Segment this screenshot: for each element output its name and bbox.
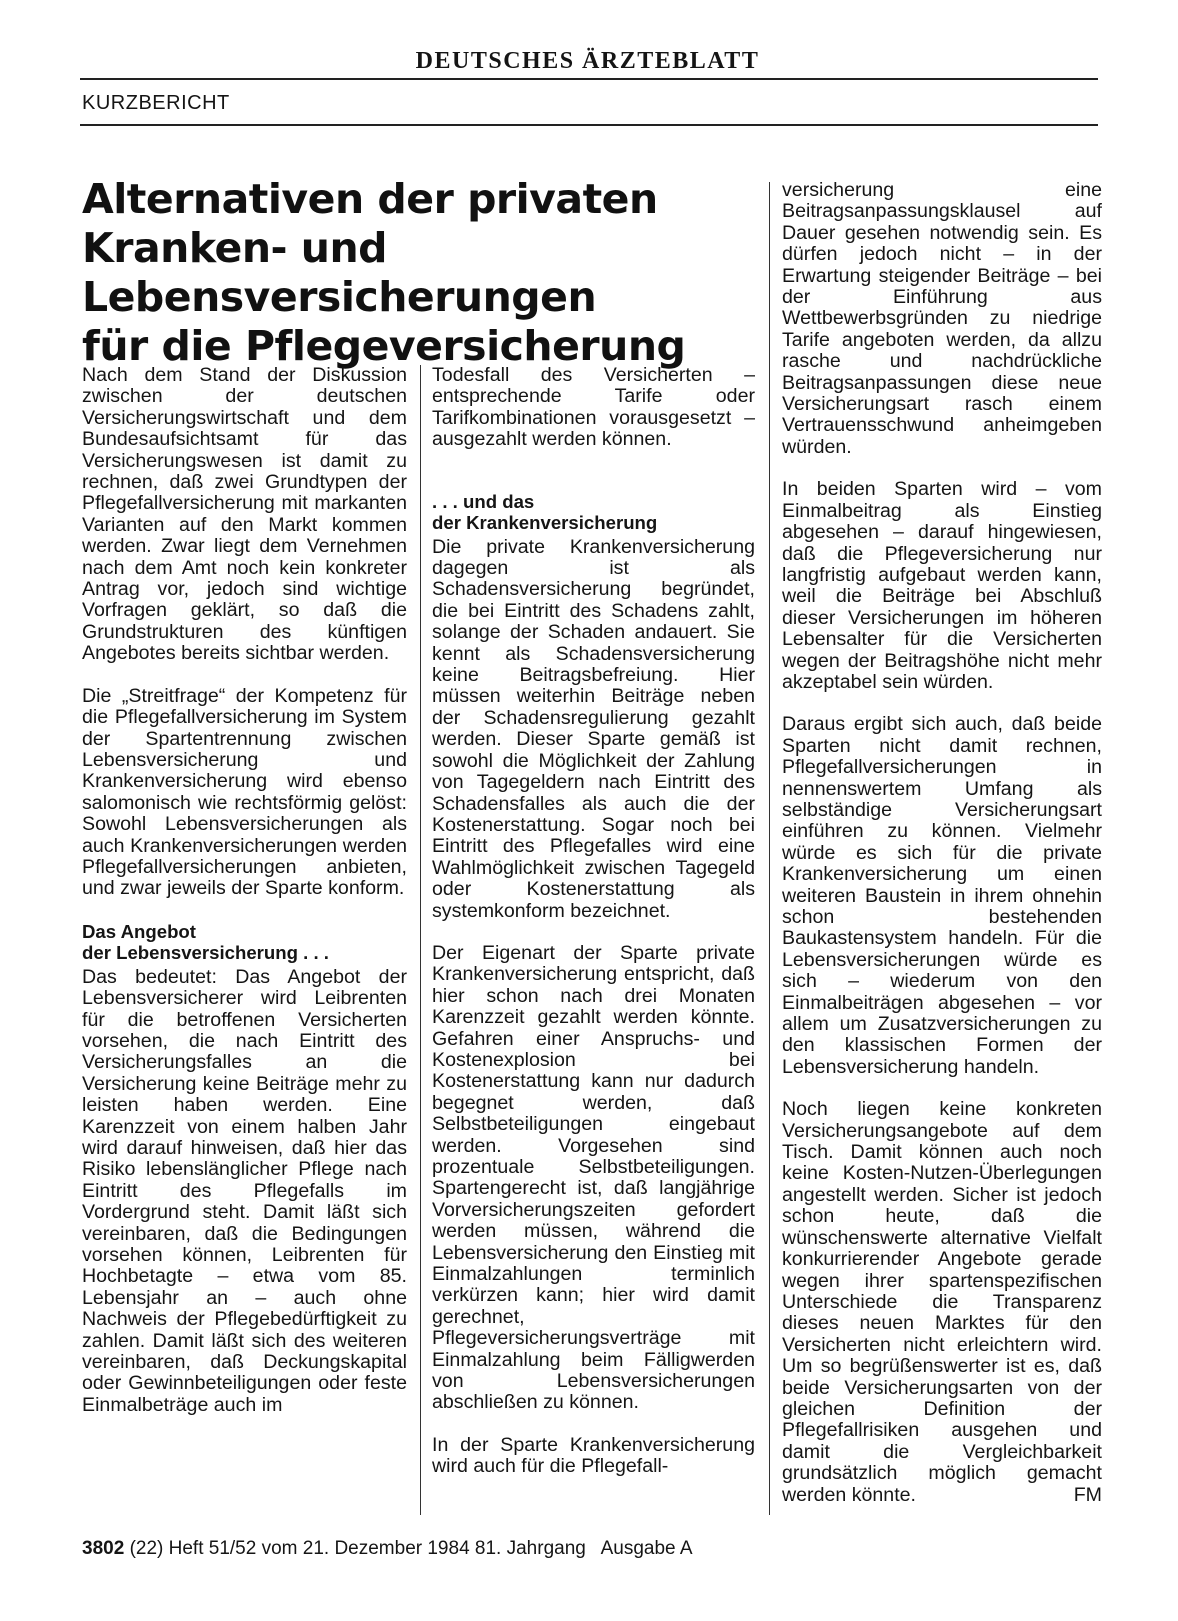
paragraph: Nach dem Stand der Diskussion zwischen der deutschen Versicherungswirtschaft und dem Bundesaufsichtsamt für das Versicherungswesen ist damit zu rechnen, daß zwei Grundtypen der Pflegefallversicherung mit markanten Varianten auf den Markt kommen werden. Zwar liegt dem Vernehmen nach dem Amt noch kein konkreter Antrag vor, jedoch sind wichtige Vorfragen geklärt, so daß die Grundstrukturen des künftigen Angebotes bereits sichtbar werden. [82, 364, 407, 665]
paragraph: Die „Streitfrage“ der Kompetenz für die Pflegefallversicherung im System der Spartentrennung zwischen Lebensversicherung und Krankenversicherung wird ebenso salomonisch wie rechtsförmig gelöst: Sowohl Lebensversicherungen als auch Krankenversicherungen werden Pflegefallversicherungen anbieten, und zwar jeweils der Sparte konform. [82, 684, 407, 900]
column-divider-1 [420, 365, 421, 1515]
title-line-2: Kranken- und Lebensversicherungen [82, 224, 597, 321]
journal-masthead: DEUTSCHES ÄRZTEBLATT [415, 48, 760, 74]
subheading-line-2: der Lebensversicherung . . . [82, 941, 329, 963]
issue-info: (22) Heft 51/52 vom 21. Dezember 1984 81. Jahrgang Ausgabe A [129, 1538, 693, 1559]
title-line-1: Alternativen der privaten [82, 175, 658, 223]
paragraph: In beiden Sparten wird – vom Einmalbeitrag als Einstieg abgesehen – darauf hingewiesen, daß die Pflegeversicherung nur langfristig aufgebaut werden kann, weil die Beiträge bei Abschluß dieser Versicherungen im höheren Lebensalter für die Versicherten wegen der Beitragshöhe nicht mehr akzeptabel sein würden. [782, 478, 1102, 693]
title-line-3: für die Pflegeversicherung [82, 322, 686, 370]
article-column-3 [782, 180, 1102, 1506]
paragraph: Das bedeutet: Das Angebot der Lebensversicherer wird Leibrenten für die betroffenen Versicherten vorsehen, die nach Eintritt des Versicherungsfalles an die Versicherung keine Beiträge mehr zu leisten haben werden. Eine Karenzzeit von einem halben Jahr wird darauf hinweisen, daß hier das Risiko lebenslänglicher Pflege nach Eintritt des Pflegefalls im Vordergrund steht. Damit läßt sich vereinbaren, daß die Bedingungen vorsehen können, Leibrenten für Hochbetagte – etwa vom 85. Lebensjahr an – auch ohne Nachweis der Pflegebedürftigkeit zu zahlen. Damit läßt sich des weiteren vereinbaren, daß Deckungskapital oder Gewinnbeteiligungen oder feste Einmalbeträge auch im [82, 965, 407, 1416]
masthead-rule [80, 78, 1098, 80]
section-rule [80, 124, 1098, 126]
article-column-2 [432, 365, 755, 1499]
paragraph: Todesfall des Versicherten – entsprechende Tarife oder Tarifkombinationen vorausgesetzt – ausgezahlt werden können. [432, 364, 755, 451]
subheading [432, 491, 755, 533]
column-divider-2 [769, 182, 770, 1515]
subheading-line-1: Das Angebot [82, 920, 196, 942]
author-signature: FM [1073, 1483, 1102, 1506]
subheading-line-2: der Krankenversicherung [432, 511, 658, 533]
paragraph: In der Sparte Krankenversicherung wird auch für die Pflegefall- [432, 1433, 755, 1478]
page-footer [82, 1538, 693, 1560]
paragraph: Noch liegen keine konkreten Versicherungsangebote auf dem Tisch. Damit können auch noch keine Kosten-Nutzen-Überlegungen angestellt werden. Sicher ist jedoch schon heute, daß die wünschenswerte alternative Vielfalt konkurrierender Angebote gerade wegen ihrer spartenspezifischen Unterschiede die Transparenz dieses neuen Marktes für den Versicherten nicht erleichtern wird. Um so begrüßenswerter ist es, daß beide Versicherungsarten von der gleichen Definition der Pflegefallrisiken ausgehen und damit die Vergleichbarkeit grundsätzlich möglich gemacht werden könnte. [782, 1098, 1102, 1506]
subheading [82, 921, 407, 963]
article-title [82, 175, 762, 371]
page-number: 3802 [82, 1538, 125, 1559]
paragraph: Der Eigenart der Sparte private Krankenversicherung entspricht, daß hier schon nach drei Monaten Karenzzeit gezahlt werden könnte. Gefahren einer Anspruchs- und Kostenexplosion bei Kostenerstattung kann nur dadurch begegnet werden, daß Selbstbeteiligungen eingebaut werden. Vorgesehen sind prozentuale Selbstbeteiligungen. Spartengerecht ist, daß langjährige Vorversicherungszeiten gefordert werden müssen, während die Lebensversicherung den Einstieg mit Einmalzahlungen terminlich verkürzen kann; hier wird damit gerechnet, Pflegeversicherungsverträge mit Einmalzahlung beim Fälligwerden von Lebensversicherungen abschließen zu können. [432, 941, 755, 1414]
paragraph: Daraus ergibt sich auch, daß beide Sparten nicht damit rechnen, Pflegefallversicherungen in nennenswertem Umfang als selbständige Versicherungsart einführen zu können. Vielmehr würde es sich für die private Krankenversicherung um einen weiteren Baustein in ihrem ohnehin schon bestehenden Baukastensystem handeln. Für die Lebensversicherungen würde es sich – wiederum von den Einmalbeiträgen abgesehen – vor allem um Zusatzversicherungen zu den klassischen Formen der Lebensversicherung handeln. [782, 713, 1102, 1078]
paragraph: Die private Krankenversicherung dagegen ist als Schadensversicherung begründet, die bei Eintritt des Schadens zahlt, solange der Schaden andauert. Sie kennt als Schadensversicherung keine Beitragsbefreiung. Hier müssen weiterhin Beiträge neben der Schadensregulierung gezahlt werden. Dieser Sparte gemäß ist sowohl die Möglichkeit der Zahlung von Tagegeldern nach Eintritt des Schadensfalles als auch die der Kostenerstattung. Sogar noch bei Eintritt des Pflegefalles wird eine Wahlmöglichkeit zwischen Tagegeld oder Kostenerstattung als systemkonform bezeichnet. [432, 535, 755, 922]
subheading-line-1: . . . und das [432, 490, 535, 512]
paragraph: versicherung eine Beitragsanpassungsklausel auf Dauer gesehen notwendig sein. Es dürfen jedoch nicht – in der Erwartung steigender Beiträge – bei der Einführung aus Wettbewerbsgründen zu niedrige Tarife angeboten werden, da allzu rasche und nachdrückliche Beitragsanpassungen diese neue Versicherungsart rasch einem Vertrauensschwund anheimgeben würden. [782, 179, 1102, 458]
section-label: KURZBERICHT [82, 92, 230, 114]
article-column-1 [82, 365, 407, 1437]
